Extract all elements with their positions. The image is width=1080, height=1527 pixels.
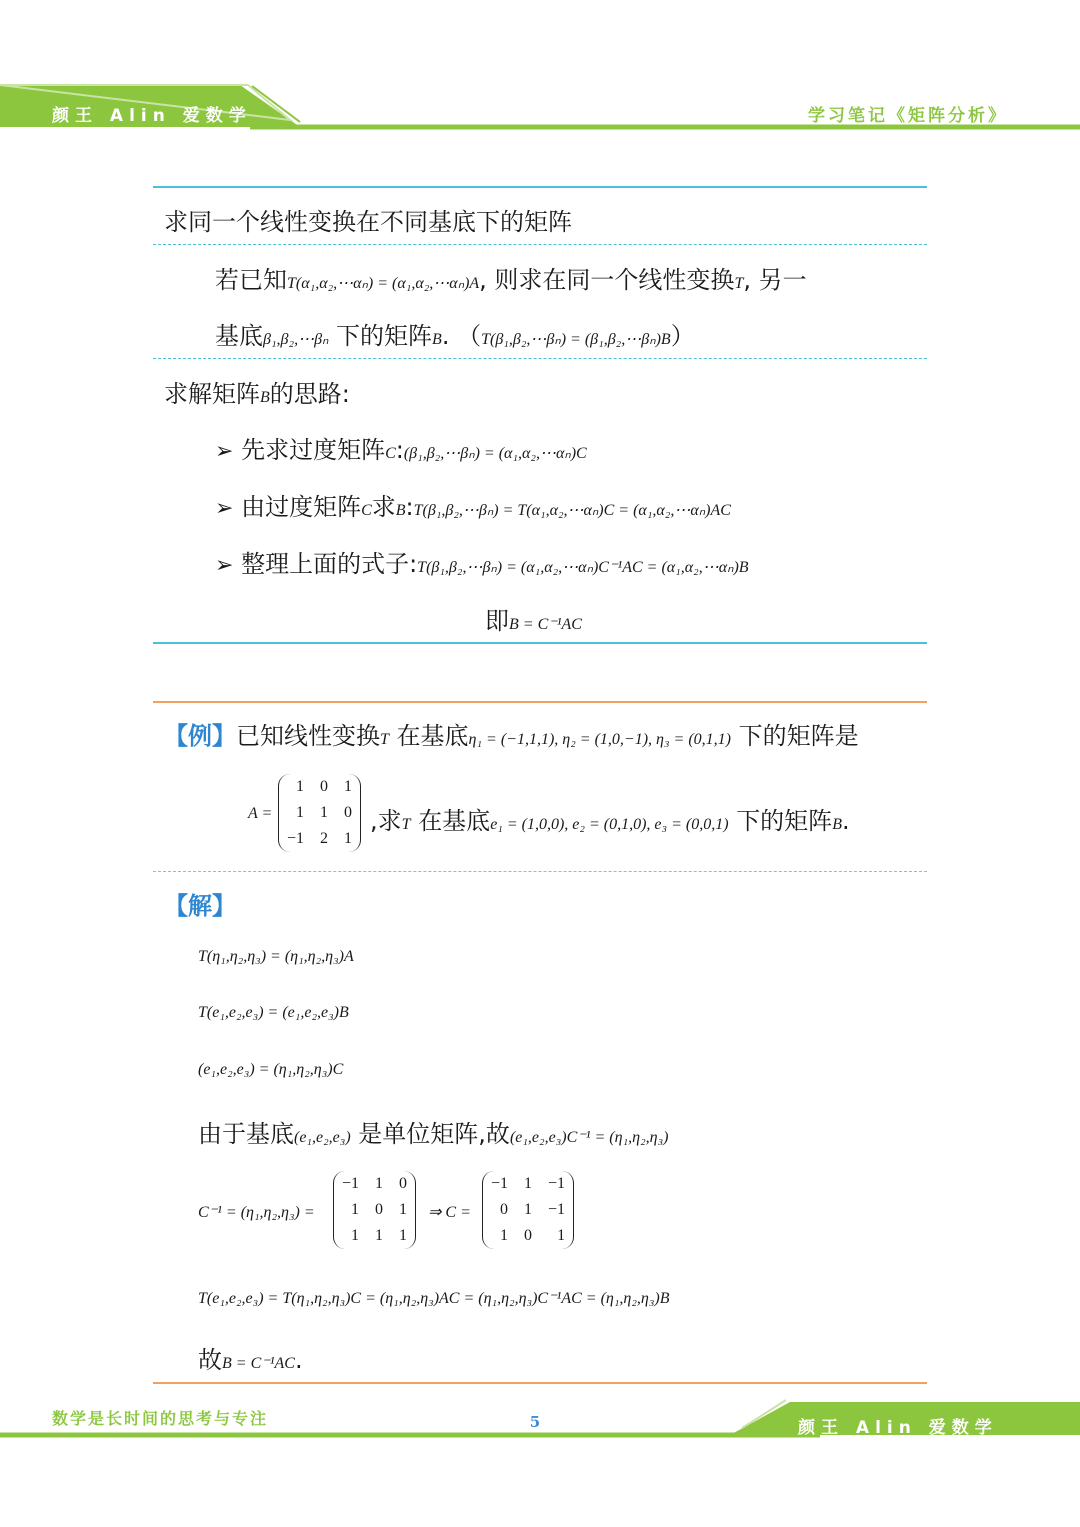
- idea-heading: 求解矩阵B的思路:: [164, 380, 350, 408]
- matrix-cell: 1: [399, 1227, 408, 1244]
- arrow-bullet-icon: ➢: [215, 496, 234, 521]
- matrix-C: [482, 1171, 574, 1249]
- cinv-label: C⁻¹ = (η₁,η₂,η₃) =: [198, 1204, 315, 1221]
- section-title: 求同一个线性变换在不同基底下的矩阵: [164, 208, 572, 236]
- example-bottom-rule: [153, 1382, 927, 1384]
- footer-brand: 颜王 Alin 爱数学: [798, 1418, 998, 1438]
- page-number: 5: [529, 1413, 541, 1431]
- matrix-cell: 1: [524, 1175, 533, 1192]
- step-1: ➢ 先求过度矩阵C:(β₁,β₂,⋯βₙ) = (α₁,α₂,⋯αₙ)C: [215, 436, 587, 464]
- example-tag: 【例】: [164, 722, 236, 750]
- matrix-cell: 0: [320, 778, 329, 795]
- solution-eq-2: T(e₁,e₂,e₃) = (e₁,e₂,e₃)B: [198, 1004, 349, 1021]
- matrix-cell: 0: [524, 1227, 533, 1244]
- solution-final: 故B = C⁻¹AC.: [198, 1346, 303, 1374]
- header-title: 学习笔记《矩阵分析》: [808, 106, 1008, 126]
- solution-eq-5: T(e₁,e₂,e₃) = T(η₁,η₂,η₃)C = (η₁,η₂,η₃)AC = (η₁,η₂,η₃)C⁻¹AC = (η₁,η₂,η₃)B: [198, 1290, 670, 1307]
- solution-tag: 【解】: [164, 892, 236, 920]
- matrix-A-label: A =: [248, 805, 273, 822]
- step-3: ➢ 整理上面的式子:T(β₁,β₂,⋯βₙ) = (α₁,α₂,⋯αₙ)C⁻¹AC = (α₁,α₂,⋯αₙ)B: [215, 550, 749, 578]
- section-top-rule: [153, 186, 927, 188]
- solution-eq-3: (e₁,e₂,e₃) = (η₁,η₂,η₃)C: [198, 1061, 344, 1078]
- step-2: ➢ 由过度矩阵C求B:T(β₁,β₂,⋯βₙ) = T(α₁,α₂,⋯αₙ)C = (α₁,α₂,⋯αₙ)AC: [215, 493, 731, 521]
- example-top-rule: [153, 701, 927, 703]
- matrix-cell: 1: [524, 1201, 533, 1218]
- header-brand: 颜王 Alin 爱数学: [52, 106, 252, 126]
- matrix-cell: −1: [342, 1175, 360, 1192]
- matrix-cell: 1: [296, 804, 305, 821]
- matrix-row: [483, 1197, 573, 1223]
- matrix-cell: −1: [287, 830, 305, 847]
- matrix-cell: 1: [351, 1201, 360, 1218]
- matrix-cell: 1: [375, 1227, 384, 1244]
- example-divider: [153, 871, 927, 872]
- section-divider: [153, 244, 927, 245]
- matrix-row: [334, 1223, 415, 1249]
- matrix-cell: 1: [557, 1227, 566, 1244]
- matrix-row: [279, 826, 360, 852]
- solution-eq-1: T(η₁,η₂,η₃) = (η₁,η₂,η₃)A: [198, 948, 354, 965]
- matrix-cell: 1: [344, 830, 353, 847]
- matrix-cell: 1: [375, 1175, 384, 1192]
- matrix-cell: 0: [375, 1201, 384, 1218]
- matrix-cell: 1: [399, 1201, 408, 1218]
- matrix-cell: 1: [351, 1227, 360, 1244]
- matrix-cell: 2: [320, 830, 329, 847]
- matrix-row: [483, 1171, 573, 1197]
- matrix-Cinv: [333, 1171, 416, 1249]
- matrix-cell: 0: [399, 1175, 408, 1192]
- paragraph-line-1: 若已知T(α₁,α₂,⋯αₙ) = (α₁,α₂,⋯αₙ)A, 则求在同一个线性变换T, 另一: [215, 266, 807, 294]
- matrix-cell: 0: [500, 1201, 509, 1218]
- arrow-bullet-icon: ➢: [215, 553, 234, 578]
- matrix-cell: 1: [320, 804, 329, 821]
- paragraph-line-2: 基底β₁,β₂,⋯βₙ 下的矩阵B. （T(β₁,β₂,⋯βₙ) = (β₁,β₂,⋯βₙ)B）: [215, 322, 695, 350]
- solution-line-4: 由于基底(e₁,e₂,e₃) 是单位矩阵,故(e₁,e₂,e₃)C⁻¹ = (η₁,η₂,η₃): [198, 1120, 669, 1148]
- arrow-bullet-icon: ➢: [215, 439, 234, 464]
- section-divider-2: [153, 358, 927, 359]
- matrix-cell: 1: [296, 778, 305, 795]
- footer-motto: 数学是长时间的思考与专注: [52, 1409, 269, 1428]
- implies-C-label: ⇒ C =: [428, 1204, 471, 1221]
- conclusion: 即B = C⁻¹AC: [485, 607, 582, 635]
- matrix-cell: −1: [548, 1175, 566, 1192]
- example-line-2: ,求T 在基底e₁ = (1,0,0), e₂ = (0,1,0), e₃ = (0,0,1) 下的矩阵B.: [370, 807, 850, 835]
- section-bottom-rule: [153, 642, 927, 644]
- matrix-row: [334, 1197, 415, 1223]
- matrix-cell: −1: [491, 1175, 509, 1192]
- matrix-A: [278, 774, 361, 852]
- matrix-row: [279, 774, 360, 800]
- matrix-cell: −1: [548, 1201, 566, 1218]
- example-line-1: 【例】已知线性变换T 在基底η₁ = (−1,1,1), η₂ = (1,0,−1), η₃ = (0,1,1) 下的矩阵是: [164, 722, 859, 750]
- matrix-cell: 1: [344, 778, 353, 795]
- matrix-row: [483, 1223, 573, 1249]
- matrix-row: [334, 1171, 415, 1197]
- matrix-row: [279, 800, 360, 826]
- matrix-cell: 1: [500, 1227, 509, 1244]
- matrix-cell: 0: [344, 804, 353, 821]
